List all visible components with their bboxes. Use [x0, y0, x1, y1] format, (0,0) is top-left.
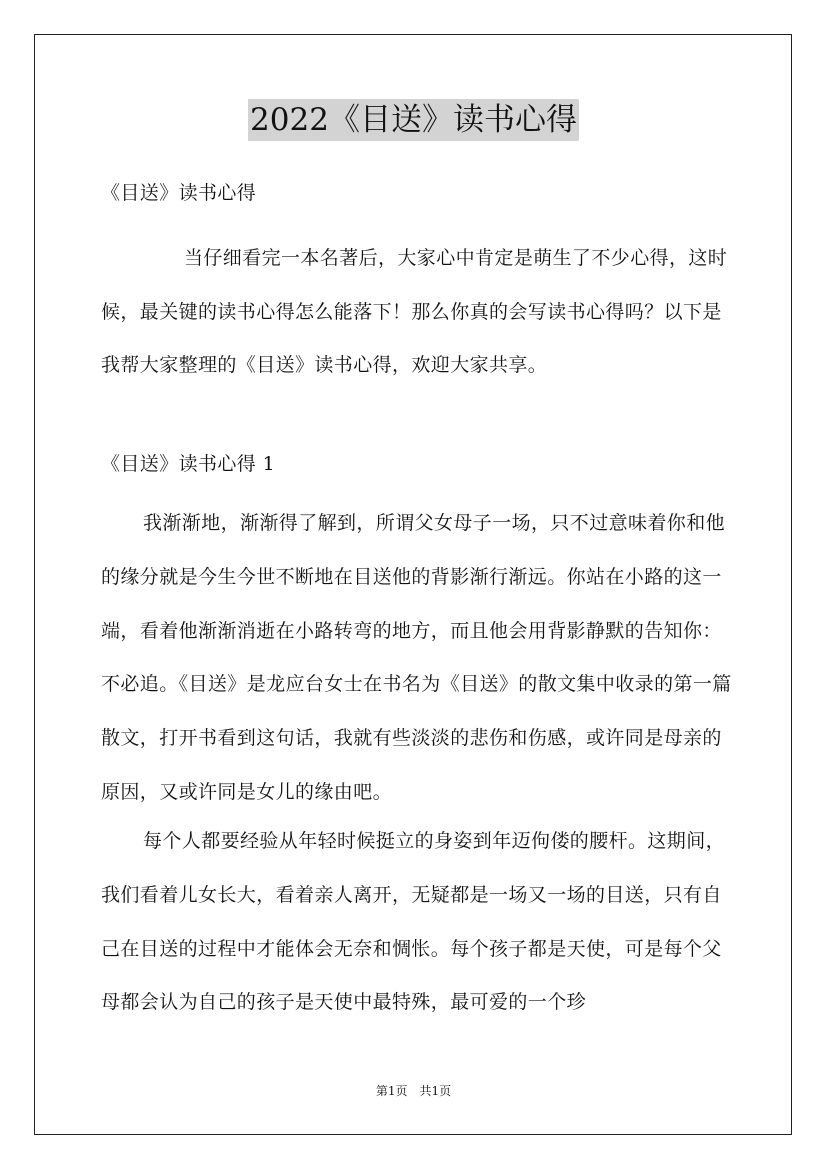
page-total: 共1页 [419, 1084, 452, 1098]
page-number: 第1页 [375, 1084, 408, 1098]
document-subtitle: 《目送》读书心得 [101, 182, 257, 204]
document-title: 2022《目送》读书心得 [248, 99, 579, 141]
page-footer [0, 1083, 827, 1099]
body-paragraph: 我渐渐地，渐渐得了解到，所谓父女母子一场，只不过意味着你和他的缘分就是今生今世不断地在目送他的背影渐行渐远。你站在小路的这一端，看着他渐渐消逝在小路转弯的地方，而且他会用背影静默的告知你：不必追。《目送》是龙应台女士在书名为《目送》的散文集中收录的第一篇散文，打开书看到这句话，我就有些淡淡的悲伤和伤感，或许同是母亲的原因，又或许同是女儿的缘由吧。 [101, 512, 732, 803]
title-container [0, 99, 827, 141]
body-paragraph: 每个人都要经验从年轻时候挺立的身姿到年迈佝偻的腰杆。这期间，我们看着儿女长大，看着亲人离开，无疑都是一场又一场的目送，只有自己在目送的过程中才能体会无奈和惆怅。每个孩子都是天使，可是每个父母都会认为自己的孩子是天使中最特殊，最可爱的一个珍 [101, 830, 726, 1014]
intro-paragraph: 当仔细看完一本名著后，大家心中肯定是萌生了不少心得，这时候，最关键的读书心得怎么能落下！那么你真的会写读书心得吗？以下是我帮大家整理的《目送》读书心得，欢迎大家共享。 [101, 247, 728, 376]
section-heading: 《目送》读书心得 1 [101, 453, 276, 475]
